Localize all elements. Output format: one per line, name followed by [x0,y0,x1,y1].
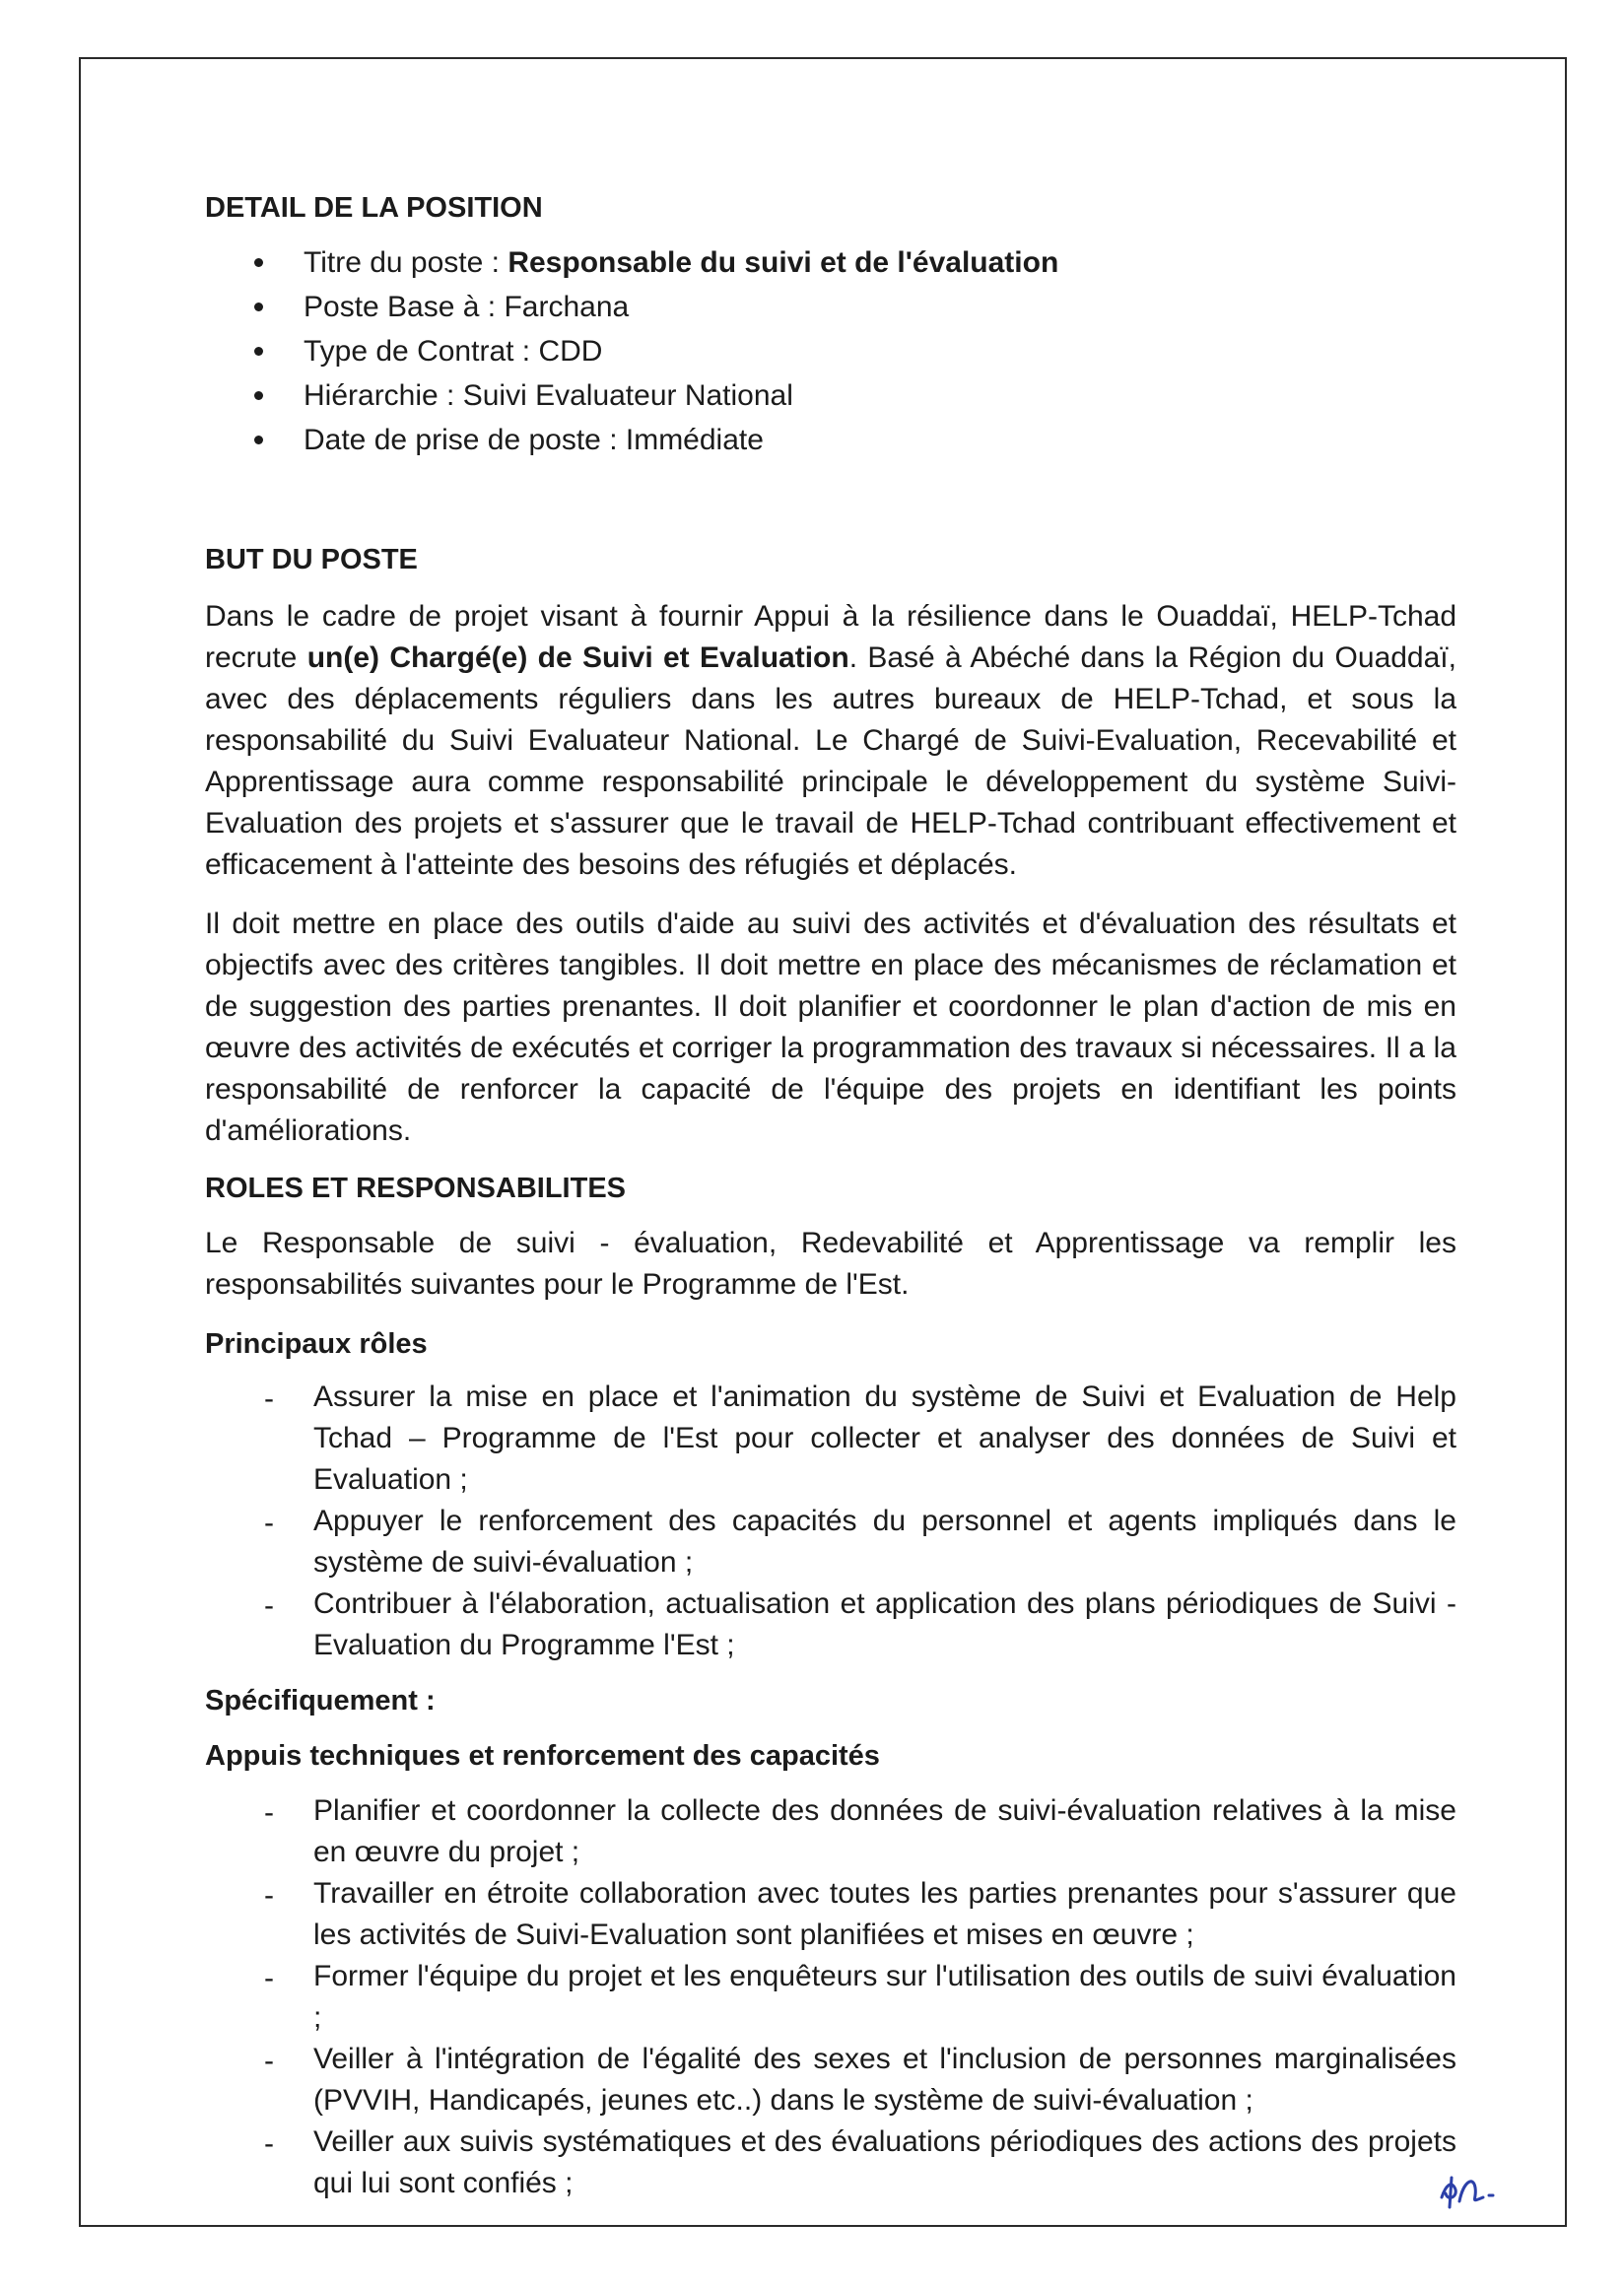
heading-appuis: Appuis techniques et renforcement des capacités [205,1740,880,1772]
list-item: Hiérarchie : Suivi Evaluateur National [254,373,1456,418]
heading-specifiquement: Spécifiquement : [205,1685,436,1717]
list-item: Titre du poste : Responsable du suivi et de l'évaluation [254,240,1456,285]
paragraph-but-1: Dans le cadre de projet visant à fournir Appui à la résilience dans le Ouaddaï, HELP-Tchad recrute un(e) Chargé(e) de Suivi et Evaluation. Basé à Abéché dans la Région du Ouaddaï, avec des déplacements réguliers dans les autres bureaux de HELP-Tchad, et sous la responsabilité du Suivi Evaluateur National. Le Chargé de Suivi-Evaluation, Recevabilité et Apprentissage aura comme responsabilité principale le développement du système Suivi-Evaluation des projets et s'assurer que le travail de HELP-Tchad contribuant effectivement et efficacement à l'atteinte des besoins des réfugiés et déplacés. [205,600,1456,881]
principaux-list [205,1377,1456,1666]
list-item: - Contribuer à l'élaboration, actualisation et application des plans périodiques de Suivi - Evaluation du Programme l'Est ; [264,1583,1456,1666]
heading-but: BUT DU POSTE [205,544,418,575]
signature-icon [1434,2168,1513,2217]
heading-roles: ROLES ET RESPONSABILITES [205,1173,626,1204]
list-item: - Former l'équipe du projet et les enquêteurs sur l'utilisation des outils de suivi évaluation ; [264,1956,1456,2039]
document-body [205,187,1456,2204]
list-item: Date de prise de poste : Immédiate [254,418,1456,462]
list-item: - Veiller à l'intégration de l'égalité des sexes et l'inclusion de personnes marginalisées (PVVIH, Handicapés, jeunes etc..) dans le système de suivi-évaluation ; [264,2039,1456,2121]
bullet-icon [254,258,263,267]
heading-detail: DETAIL DE LA POSITION [205,192,543,224]
bullet-icon [254,347,263,356]
list-item: - Assurer la mise en place et l'animation du système de Suivi et Evaluation de Help Tchad – Programme de l'Est pour collecter et analyser des données de Suivi et Evaluation ; [264,1377,1456,1501]
list-item: - Veiller aux suivis systématiques et des évaluations périodiques des actions des projets qui lui sont confiés ; [264,2121,1456,2204]
appuis-list [205,1790,1456,2204]
list-item: - Appuyer le renforcement des capacités du personnel et agents impliqués dans le système de suivi-évaluation ; [264,1501,1456,1583]
bullet-icon [254,391,263,400]
paragraph-but-2: Il doit mettre en place des outils d'aide au suivi des activités et d'évaluation des résultats et objectifs avec des critères tangibles. Il doit mettre en place des mécanismes de réclamation et de suggestion des parties prenantes. Il doit planifier et coordonner le plan d'action de mis en œuvre des activités de exécutés et corriger la programmation des travaux si nécessaires. Il a la responsabilité de renforcer la capacité de l'équipe des projets en identifiant les points d'améliorations. [205,908,1456,1147]
list-item: - Planifier et coordonner la collecte des données de suivi-évaluation relatives à la mise en œuvre du projet ; [264,1790,1456,1873]
heading-principaux: Principaux rôles [205,1328,428,1360]
bullet-icon [254,303,263,311]
bullet-icon [254,436,263,444]
list-item: Type de Contrat : CDD [254,329,1456,373]
list-item: - Travailler en étroite collaboration avec toutes les parties prenantes pour s'assurer que les activités de Suivi-Evaluation sont planifiées et mises en œuvre ; [264,1873,1456,1956]
detail-list [205,240,1456,462]
list-item: Poste Base à : Farchana [254,285,1456,329]
paragraph-roles-intro: Le Responsable de suivi - évaluation, Redevabilité et Apprentissage va remplir les responsabilités suivantes pour le Programme de l'Est. [205,1227,1456,1301]
